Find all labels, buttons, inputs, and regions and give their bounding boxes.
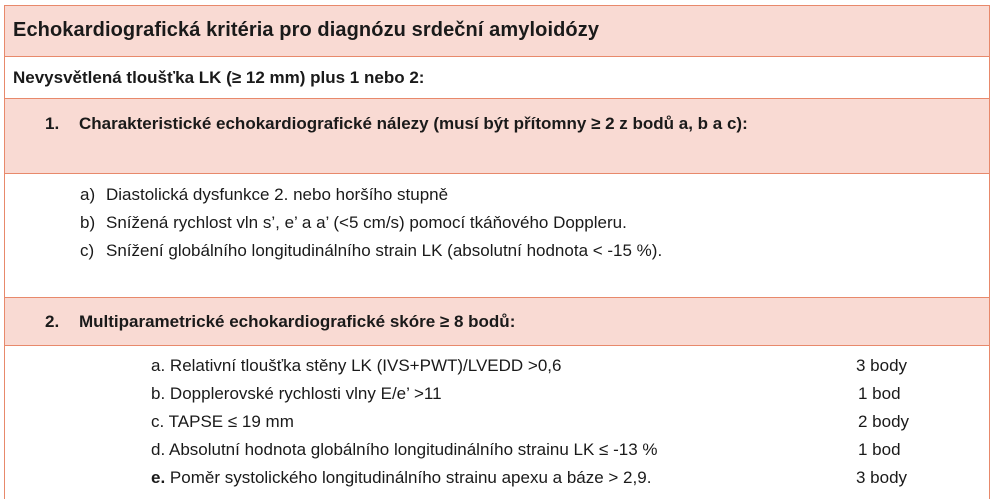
item-text: Snížení globálního longitudinálního strain LK (absolutní hodnota < -15 %). <box>106 241 663 260</box>
section1-title-text: Charakteristické echokardiografické nálezy (musí být přítomny ≥ 2 z bodů a, b a c): <box>79 114 748 133</box>
item-text: Snížená rychlost vln s’, e’ a a’ (<5 cm/s) pomocí tkáňového Doppleru. <box>106 213 627 232</box>
item-marker: a. <box>151 356 166 375</box>
section2-number: 2. <box>45 312 60 331</box>
table-subtitle: Nevysvětlená tloušťka LK (≥ 12 mm) plus 1 nebo 2: <box>13 68 425 87</box>
item-text: Dopplerovské rychlosti vlny E/e’ >11 <box>169 384 442 403</box>
item-marker: a) <box>80 185 96 204</box>
section1-list <box>5 174 989 298</box>
score-points: 2 body <box>858 412 910 431</box>
section1-header <box>5 99 989 174</box>
score-points: 1 bod <box>858 440 901 459</box>
score-points: 1 bod <box>858 384 901 403</box>
item-marker: c. <box>151 412 165 431</box>
section1-number: 1. <box>45 114 60 133</box>
section2-list <box>5 346 989 500</box>
score-item <box>151 356 561 376</box>
item-marker: b. <box>151 384 166 403</box>
title-row <box>5 6 989 57</box>
table-title: Echokardiografická kritéria pro diagnózu srdeční amyloidózy <box>13 19 600 41</box>
item-text: Poměr systolického longitudinálního strainu apexu a báze > 2,9. <box>169 468 652 487</box>
score-points: 3 body <box>856 356 908 375</box>
score-points: 3 body <box>856 468 908 487</box>
list-item <box>80 213 627 233</box>
subtitle-row <box>5 57 989 99</box>
section2-title-text: Multiparametrické echokardiografické skóre ≥ 8 bodů: <box>79 312 516 331</box>
item-text: Diastolická dysfunkce 2. nebo horšího stupně <box>106 185 449 204</box>
section1-title <box>45 114 748 134</box>
item-marker: b) <box>80 213 96 232</box>
score-item <box>151 440 658 460</box>
section2-title <box>45 312 515 332</box>
item-marker: c) <box>80 241 95 260</box>
item-text: Relativní tloušťka stěny LK (IVS+PWT)/LVEDD >0,6 <box>169 356 562 375</box>
criteria-table <box>4 5 990 499</box>
item-text: Absolutní hodnota globálního longitudinálního strainu LK ≤ -13 % <box>168 440 658 459</box>
list-item <box>80 241 662 261</box>
item-text: TAPSE ≤ 19 mm <box>168 412 294 431</box>
score-item <box>151 384 442 404</box>
score-item <box>151 412 294 432</box>
item-marker: d. <box>151 440 166 459</box>
item-marker: e. <box>151 468 166 487</box>
section2-header <box>5 298 989 346</box>
list-item <box>80 185 448 205</box>
score-item <box>151 468 651 488</box>
